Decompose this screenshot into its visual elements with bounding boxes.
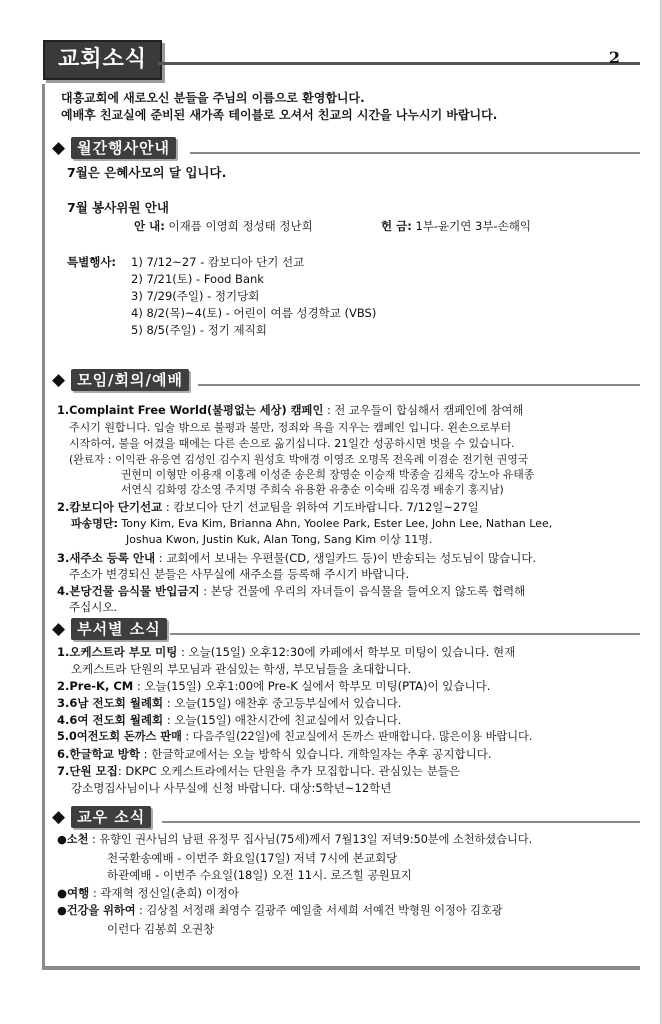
meeting-item-label: 3.새주소 등록 안내 — [57, 551, 156, 565]
member-health — [57, 903, 503, 919]
team-line: Joshua Kwon, Justin Kuk, Alan Tong, Sang Kim 이상 11명. — [126, 533, 433, 546]
diamond-icon: ◆ — [52, 138, 66, 158]
guide-value: 이재픔 이영희 정성태 정난희 — [168, 219, 313, 233]
department-item — [57, 763, 460, 779]
member-passing-line: 천국환송예배 - 이번주 화요일(17일) 저녁 7시에 본교회당 — [107, 851, 398, 865]
meeting-item-2-team — [71, 516, 552, 532]
left-border — [42, 84, 45, 969]
page-title: 교회소식 — [57, 47, 147, 72]
member-passing-line: 하관예배 - 이번주 수요일(18일) 오전 11시. 로즈힐 공원묘지 — [107, 868, 412, 882]
meeting-item-3-line: 주소가 변경되신 분들은 사무실에 새주소를 등록해 주시기 바랍니다. — [69, 567, 410, 581]
section-title: 모임/회의/예배 — [71, 369, 189, 391]
section-divider — [190, 152, 640, 154]
section-divider — [198, 384, 640, 386]
department-item-label: 6.한글학교 방학 — [57, 747, 141, 761]
member-item-label: ●건강을 위하여 — [57, 904, 136, 917]
department-item-text: : 오늘(15일) 애찬시간에 친교실에서 있습니다. — [163, 713, 402, 727]
department-item-text: : DKPC 오케스트라에서는 단원을 추가 모집합니다. 관심있는 분들은 — [117, 764, 461, 778]
meeting-item-label: 1.Complaint Free World(불평없는 세상) 캠페인 — [57, 404, 324, 417]
section-monthly-heading — [52, 137, 176, 159]
meeting-item-1-line: 시작하여, 불을 어겼을 때에는 다른 손으로 옮기십니다. 21일간 성공하시면 벗을 수 있습니다. — [69, 437, 515, 450]
department-item-label: 4.6여 전도회 월례회 — [57, 713, 164, 727]
department-item — [57, 729, 532, 745]
special-item: 1) 7/12~27 - 캄보디아 단기 선교 — [131, 255, 305, 269]
meeting-item-text: : 전 교우들이 합심해서 캠페인에 참여해 — [323, 404, 524, 417]
offering-row — [381, 218, 531, 234]
offering-label: 헌 금: — [381, 219, 412, 233]
department-item-text: : 오늘(15일) 오후1:00에 Pre-K 실에서 학부모 미팅(PTA)이 있습니다. — [133, 679, 491, 693]
department-item-label: 7.단원 모집 — [57, 764, 118, 778]
department-item-text: : 한글학교에서는 오늘 방학식 있습니다. 개학일자는 추후 공지합니다. — [140, 747, 492, 761]
department-item — [57, 695, 401, 711]
department-item-line: 오케스트라 단원의 부모님과 관심있는 학생, 부모님들을 초대합니다. — [71, 662, 412, 676]
section-meetings-heading — [52, 369, 189, 391]
section-divider — [162, 821, 640, 823]
welcome-line-1: 대흥교회에 새로오신 분들을 주님의 이름으로 환영합니다. — [61, 91, 365, 105]
department-item-label: 2.Pre-K, CM — [57, 679, 134, 693]
meeting-item-text: : 교회에서 보내는 우편물(CD, 생일카드 등)이 반송되는 성도님이 많습니다. — [155, 551, 537, 565]
section-title: 월간행사안내 — [71, 137, 176, 159]
department-item-text: : 오늘(15일) 애찬후 중고등부실에서 있습니다. — [163, 696, 402, 710]
special-item: 3) 7/29(주일) - 정기당회 — [131, 289, 260, 303]
meeting-item-text: : 캄보디아 단기 선교팀을 위하여 기도바랍니다. 7/12일~27일 — [162, 500, 479, 514]
section-title: 부서별 소식 — [71, 618, 167, 640]
header-title-box — [43, 40, 162, 80]
special-label: 특별행사: — [67, 255, 117, 269]
welcome-line-2: 예배후 친교실에 준비된 새가족 테이블로 오셔서 친교의 시간을 나누시기 바랍니다. — [61, 108, 498, 122]
member-item-text: : 김상칠 서정래 최영수 길광주 예일출 서세희 서예건 박형원 이정아 김호광 — [135, 904, 503, 917]
volunteer-heading: 7월 봉사위원 안내 — [67, 200, 169, 215]
guide-row — [134, 218, 313, 234]
department-item-line: 강소명집사님이나 사무실에 신청 바랍니다. 대상:5학년~12학년 — [71, 781, 392, 795]
page-number: 2 — [608, 48, 620, 67]
team-line: Tony Kim, Eva Kim, Brianna Ahn, Yoolee Park, Ester Lee, John Lee, Nathan Lee, — [117, 517, 553, 530]
department-item — [57, 678, 490, 694]
meeting-item-1-line: 서연식 김화영 강소영 주지명 주희숙 유용환 유충순 이숙배 김옥경 배송기 홍지남) — [121, 483, 504, 496]
special-item: 2) 7/21(토) - Food Bank — [131, 272, 264, 286]
monthly-theme: 7월은 은혜사모의 달 입니다. — [67, 165, 227, 180]
meeting-item-1-line: (완료자 : 이익관 유응연 김성인 김수지 원성호 박애경 이영조 오명목 전옥례 이겸순 전기현 권영국 — [69, 453, 529, 466]
guide-label: 안 내: — [134, 219, 165, 233]
meeting-item-1 — [57, 403, 523, 419]
section-divider — [170, 633, 640, 635]
member-travel — [57, 885, 239, 901]
meeting-item-text: : 본당 건물에 우리의 자녀들이 음식물을 들여오지 않도록 협력해 — [199, 584, 526, 598]
member-item-text: : 곽재혁 정신일(춘희) 이정아 — [89, 886, 239, 900]
member-item-text: : 유향인 권사님의 남편 유정무 집사님(75세)께서 7월13일 저녁9:50분에 소천하셨습니다. — [88, 833, 533, 846]
meeting-item-3 — [57, 550, 536, 566]
bottom-border — [42, 966, 640, 970]
department-item-label: 1.오케스트라 부모 미팅 — [57, 645, 178, 659]
header-divider — [158, 62, 640, 65]
department-item-text: : 오늘(15일) 오후12:30에 카페에서 학부모 미팅이 있습니다. 현재 — [177, 645, 516, 659]
member-passing — [57, 832, 532, 848]
member-health-line: 이런다 김봉희 오권창 — [107, 922, 215, 936]
team-label: 파송명단: — [71, 517, 118, 530]
member-item-label: ●소천 — [57, 833, 89, 846]
meeting-item-label: 2.캄보디아 단기선교 — [57, 500, 163, 514]
department-item-label: 3.6남 전도회 월례회 — [57, 696, 164, 710]
department-item-label: 5.0여전도회 돈까스 판매 — [57, 730, 182, 743]
department-item-text: : 다음주일(22일)에 친교실에서 돈까스 판매합니다. 많은이용 바랍니다. — [181, 730, 533, 743]
meeting-item-4 — [57, 583, 525, 599]
meeting-item-1-line: 권현미 이형만 이용재 이홍례 이성준 송은희 장영순 이승재 박종술 김채옥 강노아 유태종 — [121, 468, 535, 481]
department-item — [57, 712, 401, 728]
member-item-label: ●여행 — [57, 886, 90, 900]
diamond-icon: ◆ — [52, 370, 66, 390]
meeting-item-1-line: 주시기 원합니다. 입술 밖으로 불평과 불만, 정죄와 욕을 지우는 캠페인 입니다. 왼손으로부터 — [69, 421, 512, 434]
section-departments-heading — [52, 618, 167, 640]
meeting-item-label: 4.본당건물 음식물 반입금지 — [57, 584, 200, 598]
special-item: 4) 8/2(목)~4(토) - 어린이 여름 성경학교 (VBS) — [131, 306, 377, 320]
offering-value: 1부-윤기연 3부-손해익 — [415, 219, 531, 233]
diamond-icon: ◆ — [52, 619, 66, 639]
meeting-item-4-line: 주십시오. — [69, 600, 118, 614]
meeting-item-2 — [57, 499, 479, 515]
department-item — [57, 644, 515, 660]
special-item: 5) 8/5(주일) - 정기 제직회 — [131, 323, 267, 337]
diamond-icon: ◆ — [52, 807, 66, 827]
section-title: 교우 소식 — [71, 806, 151, 828]
department-item — [57, 746, 492, 762]
section-members-heading — [52, 806, 151, 828]
